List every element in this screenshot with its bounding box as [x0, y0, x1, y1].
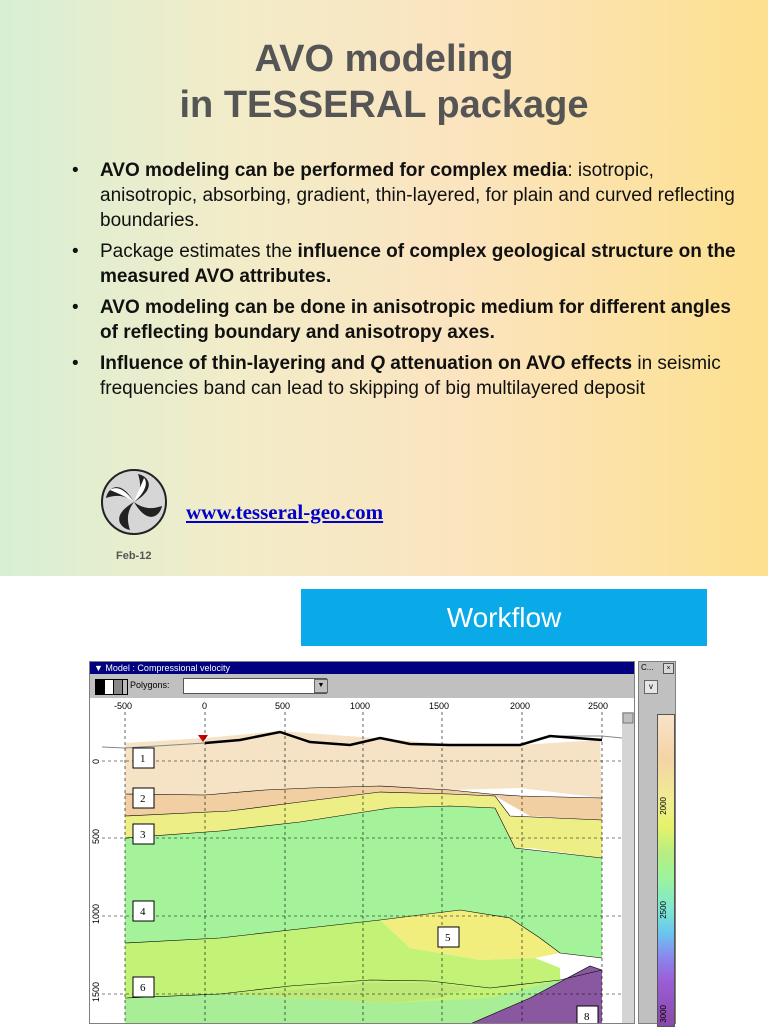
- bullet-text: Package estimates the: [100, 241, 298, 262]
- toolbar: [90, 675, 634, 697]
- model-window: [89, 661, 635, 1024]
- velocity-model-plot[interactable]: [90, 698, 634, 1024]
- bullet-item: [72, 351, 752, 401]
- bullet-text: in seismic frequencies band can lead to skipping of big multilayered deposit: [100, 353, 721, 399]
- y-tick-label: 1500: [91, 981, 101, 1002]
- slide-date: Feb-12: [116, 550, 152, 562]
- chevron-down-icon[interactable]: ▼: [314, 679, 328, 693]
- color-scale-window: [638, 661, 676, 1024]
- bullet-bold: influence of complex geological structure on the measured AVO attributes.: [100, 241, 736, 287]
- y-tick-label: 1000: [91, 903, 101, 924]
- polygons-label: Polygons:: [130, 680, 170, 690]
- bullet-bold: Influence of thin-layering and: [100, 353, 371, 374]
- x-tick-label: 0: [202, 701, 208, 711]
- bullet-italic: Q: [370, 353, 386, 374]
- y-tick-label: 500: [91, 828, 101, 844]
- layer-label: 6: [140, 982, 146, 994]
- website-link[interactable]: www.tesseral-geo.com: [186, 500, 384, 524]
- bullet-bold: AVO modeling can be done in anisotropic medium for different angles of reflecting boundary and anisotropy axes.: [100, 297, 731, 343]
- scale-tick-label: 2500: [659, 901, 668, 919]
- layer-label: 1: [140, 753, 146, 765]
- x-tick-label: 1000: [350, 701, 371, 711]
- bullet-bold: attenuation on AVO effects: [385, 353, 633, 374]
- x-tick-label: 2000: [510, 701, 531, 711]
- layer-label: 3: [140, 829, 146, 841]
- scale-tick-label: 2000: [659, 797, 668, 815]
- scale-tick-label: 3000: [659, 1005, 668, 1023]
- bullet-bold: AVO modeling can be performed for complex media: [100, 160, 568, 181]
- tesseral-logo-icon: [100, 468, 168, 536]
- layer-label: 2: [140, 793, 146, 805]
- x-tick-label: 500: [275, 701, 291, 711]
- title-line-1: AVO modeling: [254, 38, 514, 80]
- x-tick-label: 1500: [429, 701, 450, 711]
- bullet-item: [72, 295, 752, 345]
- window-menu-icon[interactable]: ▼: [94, 663, 106, 673]
- scale-toggle-button[interactable]: v: [644, 680, 658, 694]
- x-tick-label: -500: [114, 701, 133, 711]
- bullet-item: [72, 158, 752, 233]
- polygons-select[interactable]: [183, 678, 327, 694]
- layer-label: 5: [445, 932, 451, 944]
- x-tick-label: 2500: [588, 701, 609, 711]
- layer-label: 8: [584, 1011, 590, 1023]
- window-title[interactable]: [90, 662, 634, 674]
- slide-title: [0, 36, 768, 128]
- y-tick-label: 0: [91, 758, 101, 764]
- color-swatch[interactable]: [122, 679, 128, 695]
- bullet-list: [72, 158, 752, 407]
- close-icon[interactable]: ×: [663, 663, 674, 674]
- window-title-text: Model : Compressional velocity: [105, 663, 230, 673]
- workflow-banner: Workflow: [301, 589, 707, 646]
- bullet-text: : isotropic, anisotropic, absorbing, gradient, thin-layered, for plain and curved reflecting boundaries.: [100, 160, 735, 231]
- color-scale-title: C...: [641, 663, 654, 672]
- title-line-2: in TESSERAL package: [179, 84, 589, 126]
- layer-label: 4: [140, 906, 146, 918]
- bullet-item: [72, 239, 752, 289]
- scroll-up-button[interactable]: [623, 713, 633, 723]
- velocity-color-scale: [657, 714, 675, 1027]
